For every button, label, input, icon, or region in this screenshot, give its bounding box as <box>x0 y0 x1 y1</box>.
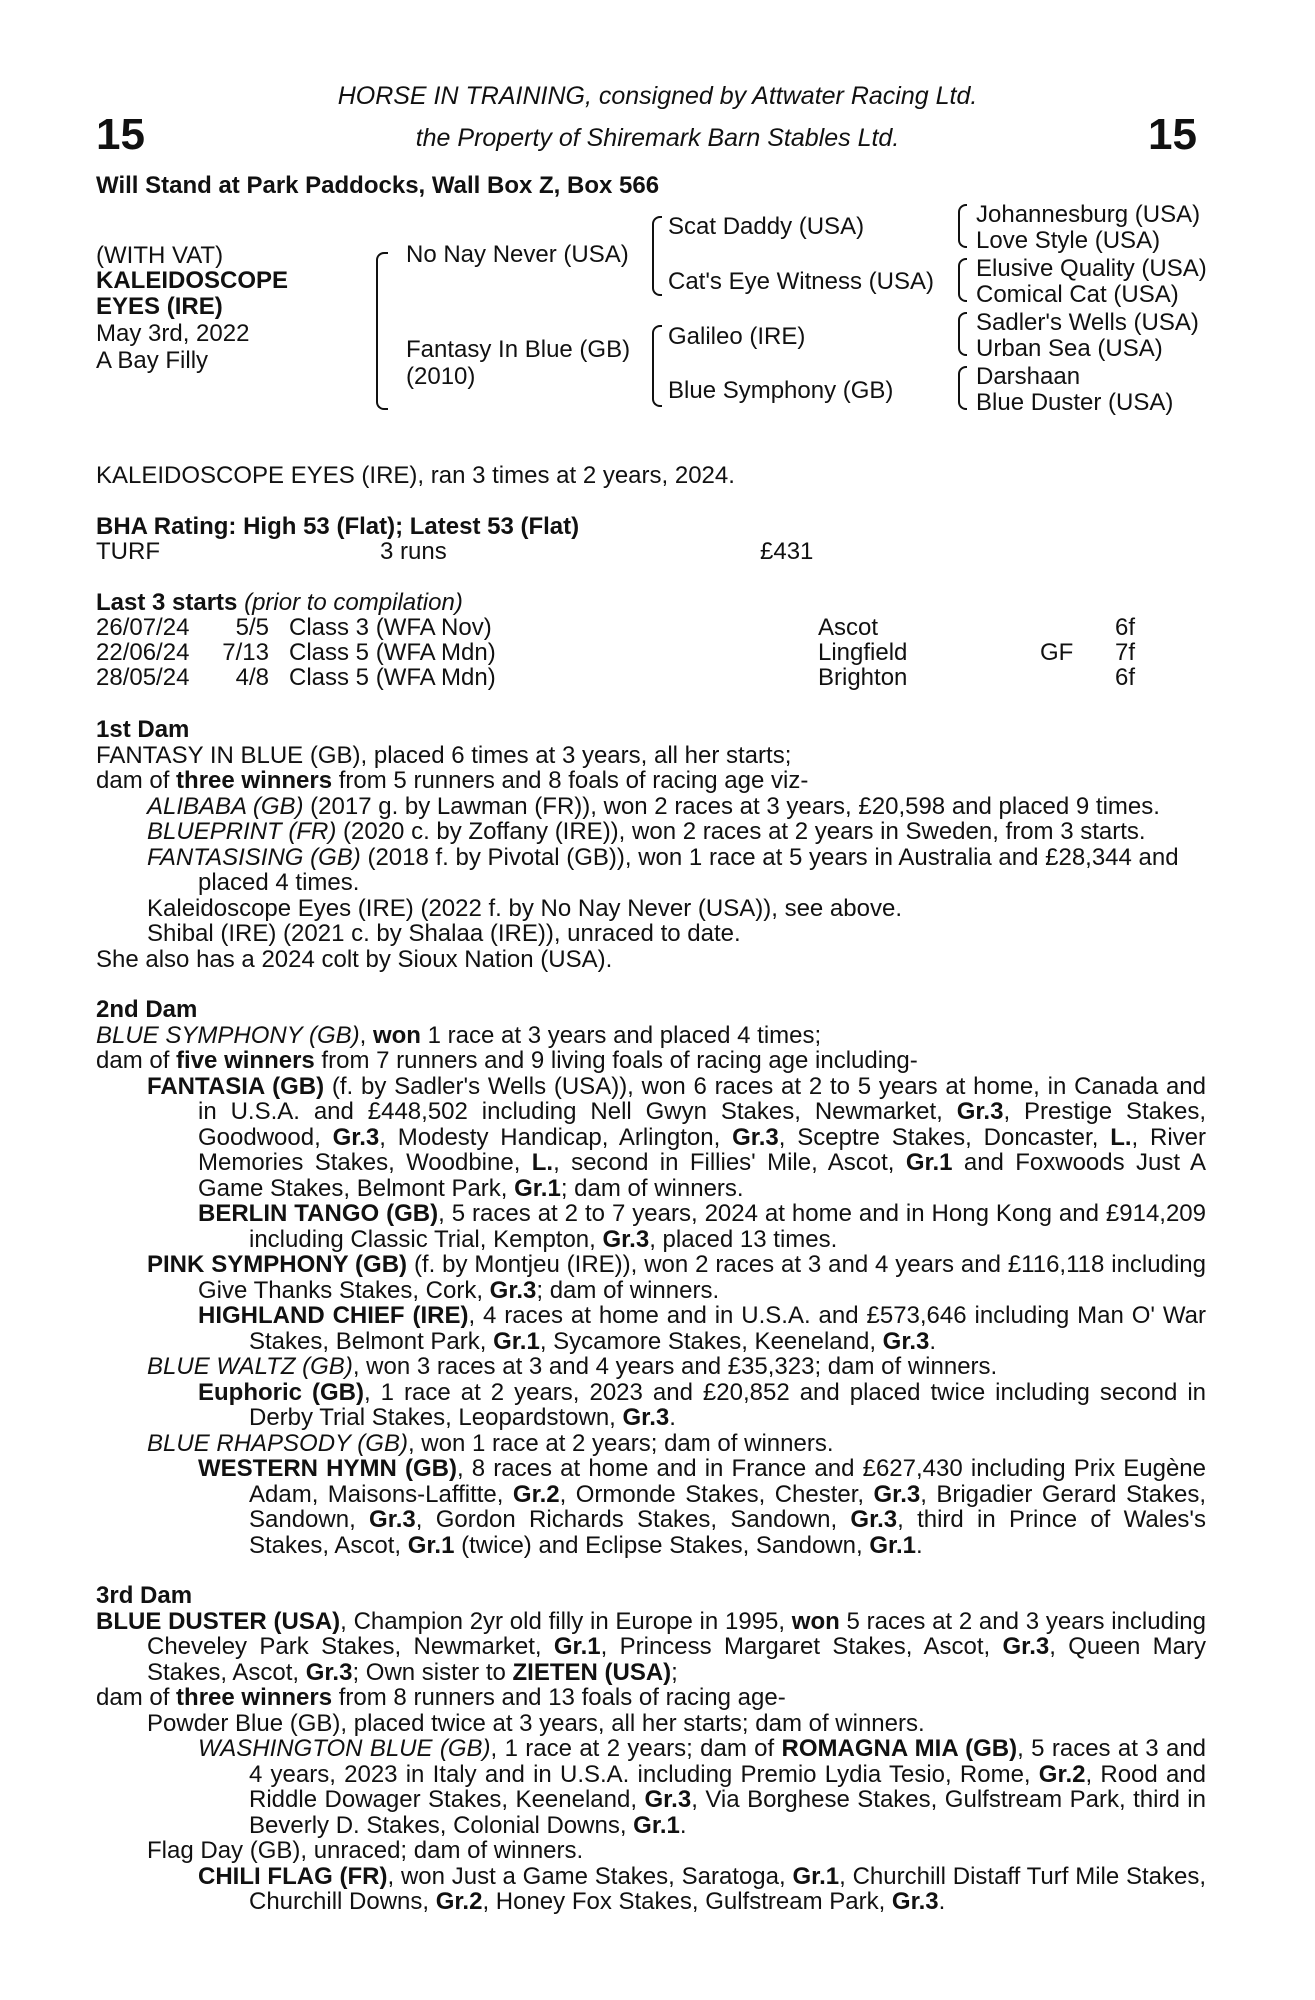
text: (2017 g. by Lawman (FR)), won 2 races at 3 years, £20,598 and placed 9 times. <box>303 792 1160 820</box>
first-dam-line: FANTASY IN BLUE (GB), placed 6 times at 3 years, all her starts; <box>96 741 792 769</box>
grade: Gr.1 <box>553 1633 601 1660</box>
grade: Gr.3 <box>956 1098 1004 1125</box>
pedigree-dds: Darshaan <box>976 363 1081 390</box>
grade: Gr.2 <box>435 1888 483 1915</box>
brace-dam <box>652 325 662 407</box>
text: (f. by Montjeu (IRE)), won 2 races at 3 and 4 years and £116,118 including Give Thanks Stakes, Cork, <box>198 1251 1206 1304</box>
produce-note: She also has a 2024 colt by Sioux Nation (USA). <box>96 945 613 973</box>
text: , Princess Margaret Stakes, Ascot, <box>600 1633 1003 1660</box>
text: , 8 races at home and in France and £627,430 including Prix Eugène Adam, Maisons-Laffitte, <box>249 1455 1206 1508</box>
start-distance: 6f <box>1115 614 1136 641</box>
start-race: Class 3 (WFA Nov) <box>289 614 492 641</box>
text: , <box>359 1021 373 1049</box>
pedigree-dam-sire: Galileo (IRE) <box>668 323 806 350</box>
text: , 4 races at home and in U.S.A. and £573,646 including Man O' War Stakes, Belmont Park, <box>249 1302 1206 1355</box>
grade: Gr.3 <box>891 1888 939 1915</box>
text: . <box>916 1531 923 1559</box>
text: , River Memories Stakes, Woodbine, <box>198 1123 1207 1176</box>
text: , 1 race at 2 years, 2023 and £20,852 and placed twice including second in Derby Trial Stakes, Leopardstown, <box>249 1378 1206 1431</box>
won-label: won <box>791 1607 840 1635</box>
brace-sire <box>652 216 662 296</box>
property-line: the Property of Shiremark Barn Stables Ltd. <box>415 124 900 152</box>
start-race: Class 5 (WFA Mdn) <box>289 664 496 691</box>
pedigree-sds: Elusive Quality (USA) <box>976 255 1207 282</box>
grade: Gr.3 <box>332 1123 380 1151</box>
grade: Gr.2 <box>1038 1760 1086 1788</box>
produce-entry: Shibal (IRE) (2021 c. by Shalaa (IRE)), unraced to date. <box>147 920 741 947</box>
horse-name: BLUE WALTZ (GB) <box>147 1353 353 1380</box>
text: dam of <box>96 1047 177 1074</box>
text: , won 1 race at 2 years; dam of winners. <box>407 1429 834 1457</box>
text: , Churchill Distaff Turf Mile Stakes, Churchill Downs, <box>249 1862 1207 1915</box>
start-date: 22/06/24 <box>96 639 190 666</box>
horse-name-line2: EYES (IRE) <box>96 293 223 320</box>
pedigree-sire-sire: Scat Daddy (USA) <box>668 213 865 240</box>
produce-entry <box>96 845 1206 896</box>
text: , won 3 races at 3 and 4 years and £35,323; dam of winners. <box>352 1353 998 1380</box>
text: , 5 races at 3 and 4 years, 2023 in Italy and in U.S.A. including Premio Lydia Tesio, Rome, <box>249 1735 1207 1788</box>
last-starts-note: (prior to compilation) <box>244 589 463 616</box>
third-dam-produce <box>96 1685 1206 1711</box>
winner-count: three winners <box>176 767 333 794</box>
horse-dob: May 3rd, 2022 <box>96 320 250 347</box>
start-position: 5/5 <box>235 614 269 641</box>
start-distance: 7f <box>1115 639 1136 666</box>
produce-entry <box>96 819 1206 845</box>
produce-entry <box>96 794 1206 820</box>
second-dam-section <box>96 997 1206 1558</box>
horse-name: HIGHLAND CHIEF (IRE) <box>198 1302 469 1329</box>
grade: L. <box>1110 1123 1132 1151</box>
consignor-line: HORSE IN TRAINING, consigned by Attwater Racing Ltd. <box>337 82 978 110</box>
third-dam-title: 3rd Dam <box>96 1582 193 1609</box>
horse-name: BERLIN TANGO (GB) <box>198 1200 439 1227</box>
produce-entry <box>96 1252 1206 1303</box>
horse-description: A Bay Filly <box>96 347 209 374</box>
pedigree-ssd: Love Style (USA) <box>976 227 1161 254</box>
grade: Gr.3 <box>602 1225 650 1253</box>
text: . <box>938 1888 946 1915</box>
brace-ss <box>958 204 967 248</box>
horse-name: BLUE SYMPHONY (GB) <box>96 1021 360 1049</box>
grade: Gr.3 <box>622 1404 670 1431</box>
second-dam-title: 2nd Dam <box>96 996 198 1023</box>
horse-name: ROMAGNA MIA (GB) <box>781 1735 1018 1762</box>
text: , Via Borghese Stakes, Gulfstream Park, third in Beverly D. Stakes, Colonial Downs, <box>249 1786 1206 1839</box>
start-position: 4/8 <box>235 664 269 691</box>
start-row <box>0 615 1315 641</box>
text: ; <box>671 1658 678 1686</box>
text: . <box>679 1811 687 1839</box>
produce-entry <box>96 1431 1206 1457</box>
text: , Queen Mary Stakes, Ascot, <box>147 1633 1206 1686</box>
winner-count: five winners <box>176 1047 315 1074</box>
text: (twice) and Eclipse Stakes, Sandown, <box>454 1531 870 1559</box>
text: dam of <box>96 1684 177 1711</box>
horse-name: BLUEPRINT (FR) <box>147 818 337 845</box>
rating-earnings: £431 <box>760 538 814 565</box>
horse-name: ZIETEN (USA) <box>512 1658 672 1686</box>
rating-runs: 3 runs <box>380 538 447 565</box>
first-dam-title: 1st Dam <box>96 716 190 743</box>
grade: Gr.3 <box>882 1327 930 1355</box>
third-dam-section <box>96 1583 1206 1915</box>
grade: Gr.3 <box>305 1658 353 1686</box>
text: and Foxwoods Just A Game Stakes, Belmont Park, <box>198 1149 1207 1202</box>
start-position: 7/13 <box>222 639 269 666</box>
pedigree-sdd: Comical Cat (USA) <box>976 281 1179 308</box>
grade: Gr.1 <box>905 1149 953 1176</box>
brace-ds <box>958 312 967 356</box>
produce-entry <box>96 1354 1206 1380</box>
start-course: Ascot <box>818 614 879 641</box>
pedigree-dss: Sadler's Wells (USA) <box>976 309 1199 336</box>
text: (2020 c. by Zoffany (IRE)), won 2 races at 2 years in Sweden, from 3 starts. <box>336 818 1146 845</box>
first-dam-section <box>96 717 1206 972</box>
grade: Gr.1 <box>792 1862 840 1890</box>
start-row <box>0 640 1315 666</box>
pedigree-sire-dam: Cat's Eye Witness (USA) <box>668 268 934 295</box>
grade: Gr.1 <box>869 1531 917 1559</box>
produce-entry <box>96 1456 1206 1558</box>
grade: Gr.1 <box>514 1174 561 1202</box>
text: dam of <box>96 767 177 794</box>
location-line: Will Stand at Park Paddocks, Wall Box Z, Box 566 <box>96 172 660 199</box>
rating-surface: TURF <box>96 538 160 565</box>
start-race: Class 5 (WFA Mdn) <box>289 639 496 666</box>
second-dam-produce <box>96 1048 1206 1074</box>
horse-name: BLUE DUSTER (USA) <box>96 1607 341 1635</box>
start-distance: 6f <box>1115 664 1136 691</box>
text: . <box>669 1404 676 1431</box>
grade: Gr.3 <box>644 1786 692 1813</box>
start-course: Brighton <box>818 664 908 691</box>
text: (f. by Sadler's Wells (USA)), won 6 races at 2 to 5 years at home, in Canada and in U.S.A. and £448,502 including Nell Gwyn Stakes, Newmarket, <box>198 1072 1206 1125</box>
grade: Gr.3 <box>489 1276 537 1304</box>
text: from 5 runners and 8 foals of racing age viz- <box>332 767 809 794</box>
bha-rating: BHA Rating: High 53 (Flat); Latest 53 (Flat) <box>96 513 580 540</box>
last-starts-heading <box>96 590 463 616</box>
third-dam-line <box>96 1609 1206 1686</box>
grade: Gr.3 <box>1002 1633 1050 1660</box>
horse-name: BLUE RHAPSODY (GB) <box>147 1429 408 1457</box>
pedigree-ddd: Blue Duster (USA) <box>976 389 1174 416</box>
produce-entry: Flag Day (GB), unraced; dam of winners. <box>147 1837 584 1864</box>
race-summary: KALEIDOSCOPE EYES (IRE), ran 3 times at 2 years, 2024. <box>96 462 735 489</box>
pedigree-dam: Fantasy In Blue (GB) <box>406 336 631 363</box>
horse-name: CHILI FLAG (FR) <box>198 1862 388 1890</box>
horse-name: ALIBABA (GB) <box>147 792 304 820</box>
won-label: won <box>372 1021 421 1049</box>
produce-entry: Powder Blue (GB), placed twice at 3 years, all her starts; dam of winners. <box>147 1709 925 1737</box>
produce-entry <box>96 1864 1206 1915</box>
start-date: 28/05/24 <box>96 664 190 691</box>
text: 5 races at 2 and 3 years including Cheveley Park Stakes, Newmarket, <box>147 1607 1206 1660</box>
text: , 5 races at 2 to 7 years, 2024 at home and in Hong Kong and £914,209 including Classic Trial, Kempton, <box>249 1200 1206 1253</box>
vat-label: (WITH VAT) <box>96 242 224 269</box>
text: ; Own sister to <box>352 1658 513 1686</box>
text: ; dam of winners. <box>560 1174 744 1202</box>
text: from 8 runners and 13 foals of racing age- <box>332 1684 786 1711</box>
text: , Modesty Handicap, Arlington, <box>379 1123 733 1151</box>
start-course: Lingfield <box>818 639 908 666</box>
text: ; dam of winners. <box>536 1276 720 1304</box>
text: , Gordon Richards Stakes, Sandown, <box>415 1506 851 1533</box>
horse-name: FANTASISING (GB) <box>147 843 361 871</box>
grade: Gr.1 <box>633 1811 680 1839</box>
brace-main <box>376 252 388 410</box>
text: . <box>929 1327 937 1355</box>
text: from 7 runners and 9 living foals of racing age including- <box>314 1047 918 1074</box>
lot-number-left: 15 <box>96 110 145 159</box>
text: , Brigadier Gerard Stakes, Sandown, <box>249 1480 1207 1533</box>
text: , placed 13 times. <box>649 1225 838 1253</box>
grade: Gr.3 <box>732 1123 779 1151</box>
text: , third in Prince of Wales's Stakes, Ascot, <box>249 1506 1207 1559</box>
produce-entry <box>96 1736 1206 1838</box>
second-dam-line <box>96 1023 1206 1049</box>
grade: Gr.3 <box>369 1506 416 1533</box>
horse-name: Euphoric (GB) <box>198 1378 364 1406</box>
text: 1 race at 3 years and placed 4 times; <box>420 1021 822 1049</box>
grade: Gr.2 <box>512 1480 560 1508</box>
produce-entry <box>96 1201 1206 1252</box>
start-going: GF <box>1040 639 1074 666</box>
text: , won Just a Game Stakes, Saratoga, <box>387 1862 793 1890</box>
text: , second in Fillies' Mile, Ascot, <box>553 1149 906 1176</box>
produce-entry <box>96 1303 1206 1354</box>
text: (2018 f. by Pivotal (GB)), won 1 race at 5 years in Australia and £28,344 and placed 4 times. <box>198 843 1179 896</box>
text: , 1 race at 2 years; dam of <box>490 1735 782 1762</box>
text: , Honey Fox Stakes, Gulfstream Park, <box>482 1888 892 1915</box>
start-row <box>0 665 1315 691</box>
grade: Gr.1 <box>407 1531 455 1559</box>
horse-name-line1: KALEIDOSCOPE <box>96 267 289 294</box>
text: , Sceptre Stakes, Doncaster, <box>778 1123 1111 1151</box>
produce-entry <box>96 1074 1206 1202</box>
produce-entry: Kaleidoscope Eyes (IRE) (2022 f. by No Nay Never (USA)), see above. <box>147 894 902 922</box>
pedigree-dsd: Urban Sea (USA) <box>976 335 1163 362</box>
pedigree-dam-dam: Blue Symphony (GB) <box>668 377 894 404</box>
last-starts-title: Last 3 starts <box>96 589 238 616</box>
grade: Gr.3 <box>873 1480 921 1508</box>
winner-count: three winners <box>176 1684 333 1711</box>
text: , Ormonde Stakes, Chester, <box>559 1480 874 1508</box>
lot-number-right: 15 <box>1148 110 1197 159</box>
pedigree-dam-year: (2010) <box>406 363 476 390</box>
text: , Sycamore Stakes, Keeneland, <box>539 1327 883 1355</box>
grade: L. <box>531 1149 554 1176</box>
produce-entry <box>96 1380 1206 1431</box>
horse-name: FANTASIA (GB) <box>147 1072 325 1100</box>
horse-name: WASHINGTON BLUE (GB) <box>198 1735 491 1762</box>
grade: Gr.3 <box>850 1506 898 1533</box>
grade: Gr.1 <box>493 1327 540 1355</box>
text: , Prestige Stakes, Goodwood, <box>198 1098 1206 1151</box>
brace-sd <box>958 258 967 302</box>
pedigree-sss: Johannesburg (USA) <box>976 201 1201 228</box>
first-dam-produce <box>96 768 1206 794</box>
brace-dd <box>958 366 967 410</box>
horse-name: WESTERN HYMN (GB) <box>198 1455 457 1482</box>
horse-name: PINK SYMPHONY (GB) <box>147 1251 408 1278</box>
text: , Champion 2yr old filly in Europe in 1995, <box>340 1607 792 1635</box>
text: , Rood and Riddle Dowager Stakes, Keeneland, <box>249 1760 1207 1813</box>
pedigree-sire: No Nay Never (USA) <box>406 241 629 268</box>
start-date: 26/07/24 <box>96 614 190 641</box>
